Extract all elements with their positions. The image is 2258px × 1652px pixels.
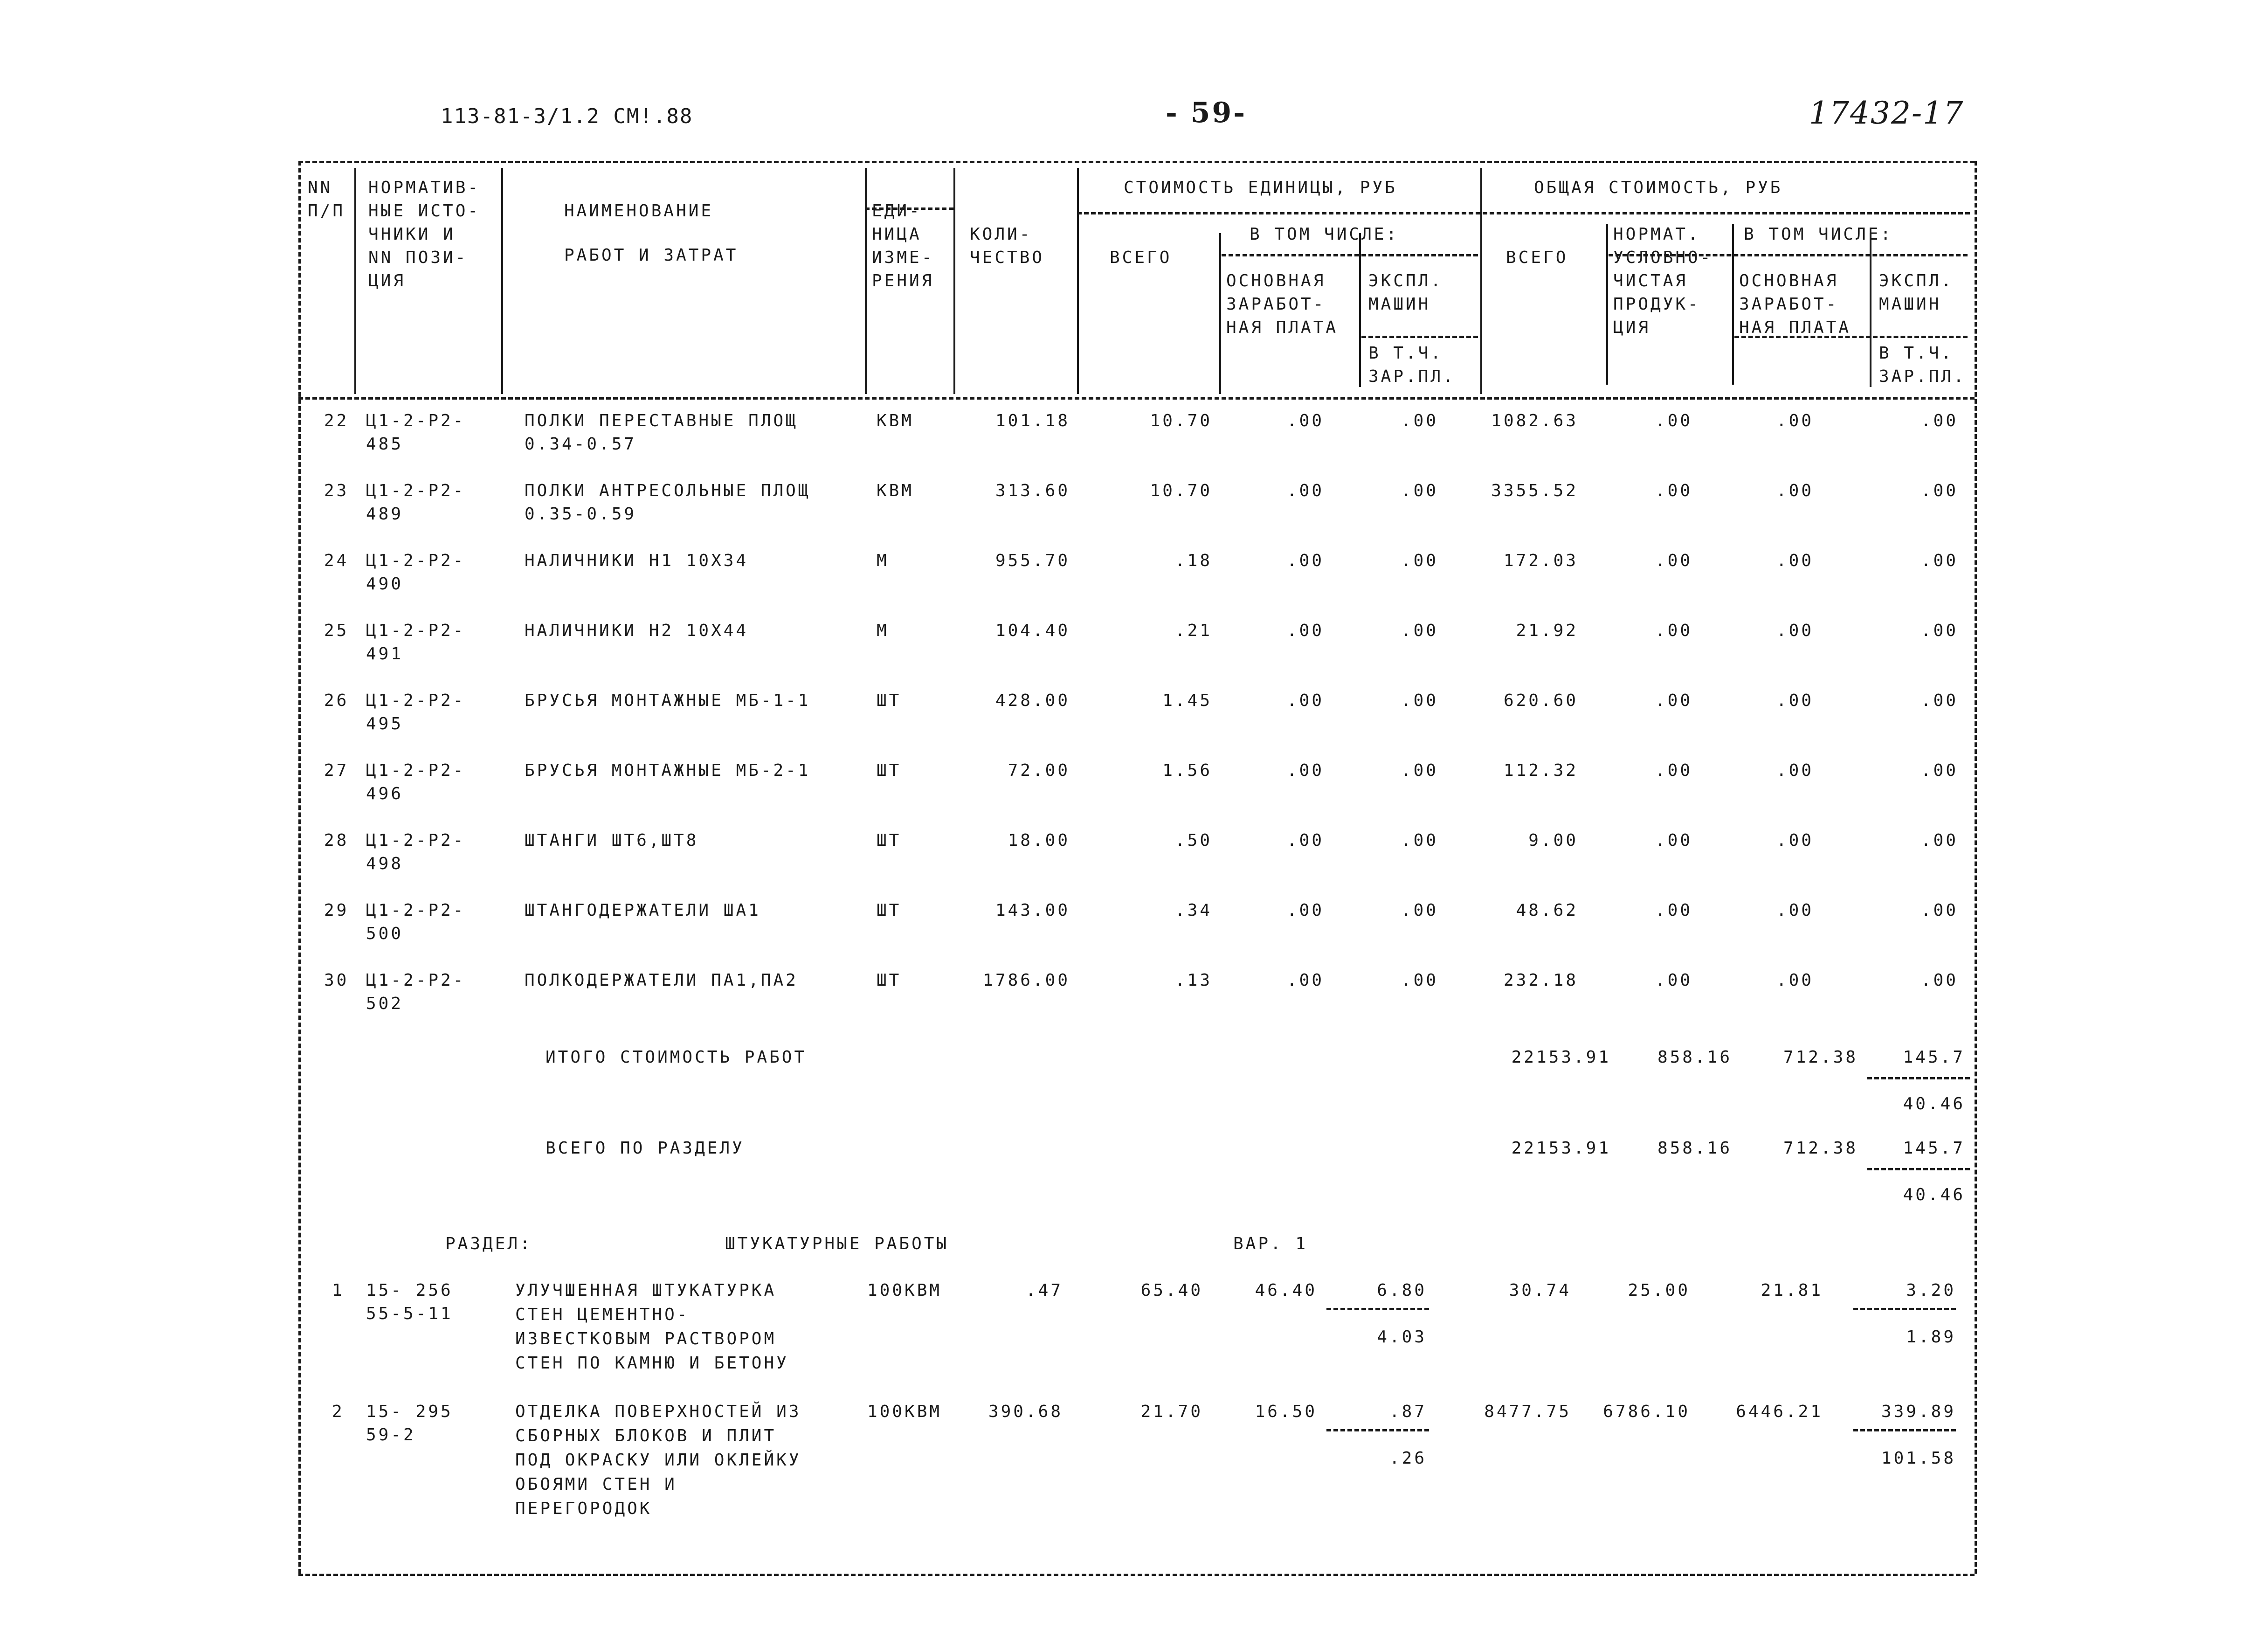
row-unit-total: .21: [1174, 621, 1212, 640]
row-unit-machine: .00: [1401, 481, 1438, 500]
row-total-normative: .00: [1655, 971, 1692, 990]
header-incl-wage: В Т.Ч.: [1368, 344, 1443, 363]
header-col-name: РАБОТ И ЗАТРАТ: [564, 246, 739, 265]
header-machine-operation: ЭКСПЛ.: [1368, 271, 1443, 290]
row-code: 495: [366, 714, 404, 733]
header-col-quantity: ЧЕСТВО: [970, 248, 1045, 267]
row-code: Ц1-2-Р2-: [366, 551, 466, 570]
header-col-unit: НИЦА: [872, 225, 922, 244]
header-normative-net: ПРОДУК-: [1613, 295, 1700, 314]
row-name: ПОЛКИ ПЕРЕСТАВНЫЕ ПЛОЩ: [525, 411, 798, 430]
summary-normative: 858.16: [1657, 1139, 1732, 1158]
summary-normative: 858.16: [1657, 1048, 1732, 1067]
row-number: 25: [324, 621, 349, 640]
row-total-cost: 112.32: [1503, 761, 1578, 780]
row-name: ШТАНГОДЕРЖАТЕЛИ ША1: [525, 901, 761, 920]
header-col-unit: ИЗМЕ-: [872, 248, 934, 267]
row-total-machine: .00: [1920, 621, 1958, 640]
header-bottom-rule: [298, 397, 1975, 400]
row-total-base-wage: .00: [1776, 761, 1814, 780]
row-code: 490: [366, 574, 404, 594]
row-unit-machine: 6.80: [1377, 1281, 1427, 1300]
row-code: Ц1-2-Р2-: [366, 411, 466, 430]
header-column-separator: [1732, 224, 1734, 385]
row-number: 24: [324, 551, 349, 570]
row-total-base-wage: .00: [1776, 411, 1814, 430]
header-total-total: ВСЕГО: [1506, 248, 1568, 267]
row-unit-total: 10.70: [1150, 481, 1212, 500]
row-total-normative: .00: [1655, 831, 1692, 850]
header-column-separator: [865, 168, 867, 394]
header-base-wage: НАЯ ПЛАТА: [1226, 318, 1339, 337]
row-number: 22: [324, 411, 349, 430]
summary-rule: [1867, 1077, 1970, 1079]
row-unit-machine: .00: [1401, 761, 1438, 780]
row-total-cost: 21.92: [1516, 621, 1578, 640]
page-number: - 59-: [1166, 97, 1247, 129]
row-code: 491: [366, 644, 404, 664]
row-unit: ШТ: [877, 971, 902, 990]
row-total-machine: .00: [1920, 971, 1958, 990]
row-unit-base-wage: .00: [1286, 761, 1324, 780]
header-column-separator: [1606, 224, 1608, 385]
row-code: 502: [366, 994, 404, 1013]
row-name: СТЕН ПО КАМНЮ И БЕТОНУ: [515, 1354, 789, 1373]
header-col-quantity: КОЛИ-: [970, 225, 1032, 244]
summary-incl-wage: 40.46: [1903, 1185, 1965, 1204]
header-normative-net: УСЛОВНО-: [1613, 248, 1713, 267]
header-unit-total: ВСЕГО: [1110, 248, 1172, 267]
header-col-number: NN: [308, 178, 333, 197]
row-unit-total: 10.70: [1150, 411, 1212, 430]
header-machine-operation-total: ЭКСПЛ.: [1879, 271, 1954, 290]
header-rule: [1077, 212, 1970, 214]
section-variant: ВАР. 1: [1233, 1234, 1308, 1253]
row-unit-machine: .00: [1401, 621, 1438, 640]
row-total-normative: .00: [1655, 761, 1692, 780]
row-total-cost: 48.62: [1516, 901, 1578, 920]
header-total-cost: ОБЩАЯ СТОИМОСТЬ, РУБ: [1534, 178, 1783, 197]
table-right-border: [1975, 161, 1977, 1574]
row-unit-base-wage: .00: [1286, 971, 1324, 990]
row-unit-base-wage: .00: [1286, 831, 1324, 850]
header-incl-wage-total: В Т.Ч.: [1879, 344, 1954, 363]
row-total-normative: 6786.10: [1603, 1402, 1690, 1421]
row-name: ОТДЕЛКА ПОВЕРХНОСТЕЙ ИЗ: [515, 1402, 801, 1421]
row-unit-total: .34: [1174, 901, 1212, 920]
row-code: 15- 256: [366, 1281, 453, 1300]
row-name: ОБОЯМИ СТЕН И: [515, 1475, 677, 1494]
section-name: ШТУКАТУРНЫЕ РАБОТЫ: [725, 1234, 949, 1253]
row-total-cost: 232.18: [1503, 971, 1578, 990]
row-code: Ц1-2-Р2-: [366, 621, 466, 640]
header-base-wage: ЗАРАБОТ-: [1226, 295, 1326, 314]
row-unit-machine: .87: [1389, 1402, 1427, 1421]
row-code: 59-2: [366, 1425, 416, 1445]
row-name: БРУСЬЯ МОНТАЖНЫЕ МБ-2-1: [525, 761, 811, 780]
document-code: 113-81-3/1.2 СМ!.88: [441, 104, 693, 128]
row-total-machine: .00: [1920, 481, 1958, 500]
summary-incl-wage: 40.46: [1903, 1094, 1965, 1113]
row-total-machine: .00: [1920, 691, 1958, 710]
row-name: НАЛИЧНИКИ Н2 10Х44: [525, 621, 749, 640]
row-number: 1: [332, 1281, 345, 1300]
row-code: Ц1-2-Р2-: [366, 481, 466, 500]
header-column-separator: [1219, 233, 1221, 394]
summary-machine: 145.7: [1903, 1139, 1965, 1158]
row-unit-base-wage: .00: [1286, 481, 1324, 500]
row-number: 26: [324, 691, 349, 710]
header-base-wage-total: НАЯ ПЛАТА: [1739, 318, 1851, 337]
header-column-separator: [1077, 168, 1079, 394]
row-code: 15- 295: [366, 1402, 453, 1421]
row-total-base-wage: .00: [1776, 691, 1814, 710]
row-quantity: 72.00: [1008, 761, 1070, 780]
row-name: 0.34-0.57: [525, 435, 637, 454]
row-unit: ШТ: [877, 831, 902, 850]
table-bottom-border: [298, 1574, 1975, 1576]
header-normative-net: ЧИСТАЯ: [1613, 271, 1688, 290]
row-name: ПЕРЕГОРОДОК: [515, 1499, 652, 1518]
row-total-machine: 3.20: [1906, 1281, 1956, 1300]
header-col-unit: ЕДИ-: [872, 201, 922, 221]
row-quantity: 104.40: [995, 621, 1070, 640]
header-machine-operation-total: МАШИН: [1879, 295, 1941, 314]
row-unit-total: .18: [1174, 551, 1212, 570]
row-total-cost: 9.00: [1528, 831, 1578, 850]
row-number: 2: [332, 1402, 345, 1421]
row-code: 496: [366, 784, 404, 803]
summary-total: 22153.91: [1511, 1139, 1611, 1158]
row-total-cost: 3355.52: [1491, 481, 1578, 500]
row-total-machine: .00: [1920, 831, 1958, 850]
header-col-norm-source: NN ПОЗИ-: [368, 248, 468, 267]
row-unit: ШТ: [877, 691, 902, 710]
row-unit-incl-wage: .26: [1389, 1449, 1427, 1468]
row-name: СТЕН ЦЕМЕНТНО-: [515, 1305, 690, 1324]
row-total-machine: 339.89: [1881, 1402, 1956, 1421]
row-name: УЛУЧШЕННАЯ ШТУКАТУРКА: [515, 1281, 777, 1300]
row-unit-total: 21.70: [1140, 1402, 1203, 1421]
row-unit-machine: .00: [1401, 691, 1438, 710]
row-quantity: 428.00: [995, 691, 1070, 710]
row-quantity: 313.60: [995, 481, 1070, 500]
row-total-base-wage: .00: [1776, 551, 1814, 570]
row-name: ШТАНГИ ШТ6,ШТ8: [525, 831, 699, 850]
row-unit: 100КВМ: [867, 1281, 942, 1300]
row-total-machine: .00: [1920, 901, 1958, 920]
header-normative-net: НОРМАТ.: [1613, 225, 1700, 244]
header-column-separator: [953, 168, 955, 394]
row-total-incl-wage: 101.58: [1881, 1449, 1956, 1468]
row-unit: М: [877, 621, 889, 640]
row-total-base-wage: .00: [1776, 831, 1814, 850]
row-code: 485: [366, 435, 404, 454]
row-name: ПОД ОКРАСКУ ИЛИ ОКЛЕЙКУ: [515, 1451, 801, 1470]
row-unit: ШТ: [877, 761, 902, 780]
row-code: 500: [366, 924, 404, 943]
row-name: 0.35-0.59: [525, 505, 637, 524]
row-unit-machine: .00: [1401, 411, 1438, 430]
row-code: Ц1-2-Р2-: [366, 691, 466, 710]
row-code: 55-5-11: [366, 1304, 453, 1323]
row-total-base-wage: 21.81: [1761, 1281, 1823, 1300]
row-unit-total: 1.56: [1162, 761, 1212, 780]
header-col-norm-source: ЦИЯ: [368, 271, 406, 290]
row-total-normative: .00: [1655, 901, 1692, 920]
row-unit: КВМ: [877, 411, 914, 430]
header-column-separator: [501, 168, 503, 394]
header-col-unit: РЕНИЯ: [872, 271, 934, 290]
row-total-incl-wage: 1.89: [1906, 1327, 1956, 1347]
row-total-machine: .00: [1920, 551, 1958, 570]
row-name: СБОРНЫХ БЛОКОВ И ПЛИТ: [515, 1426, 777, 1445]
row-total-normative: 25.00: [1628, 1281, 1690, 1300]
header-column-separator: [1480, 168, 1482, 394]
header-rule: [1222, 254, 1478, 256]
value-rule: [1326, 1308, 1429, 1310]
row-name: ИЗВЕСТКОВЫМ РАСТВОРОМ: [515, 1329, 777, 1348]
row-number: 29: [324, 901, 349, 920]
row-total-normative: .00: [1655, 481, 1692, 500]
row-quantity: 143.00: [995, 901, 1070, 920]
summary-machine: 145.7: [1903, 1048, 1965, 1067]
row-number: 27: [324, 761, 349, 780]
row-total-base-wage: .00: [1776, 481, 1814, 500]
row-code: Ц1-2-Р2-: [366, 761, 466, 780]
row-total-cost: 8477.75: [1484, 1402, 1571, 1421]
header-incl-wage-total: ЗАР.ПЛ.: [1879, 367, 1966, 386]
handwritten-number: 17432-17: [1809, 95, 1964, 131]
row-quantity: 1786.00: [983, 971, 1070, 990]
row-unit: 100КВМ: [867, 1402, 942, 1421]
row-total-normative: .00: [1655, 621, 1692, 640]
value-rule: [1853, 1308, 1956, 1310]
row-unit: М: [877, 551, 889, 570]
header-col-norm-source: НЫЕ ИСТО-: [368, 201, 481, 221]
row-unit-base-wage: .00: [1286, 901, 1324, 920]
row-total-base-wage: .00: [1776, 971, 1814, 990]
row-unit-base-wage: .00: [1286, 691, 1324, 710]
row-unit-machine: .00: [1401, 831, 1438, 850]
row-number: 23: [324, 481, 349, 500]
row-quantity: 101.18: [995, 411, 1070, 430]
summary-base-wage: 712.38: [1783, 1139, 1858, 1158]
row-unit-machine: .00: [1401, 551, 1438, 570]
row-name: ПОЛКИ АНТРЕСОЛЬНЫЕ ПЛОЩ: [525, 481, 811, 500]
row-unit-total: .50: [1174, 831, 1212, 850]
row-quantity: 18.00: [1008, 831, 1070, 850]
table-left-border: [298, 161, 301, 1574]
header-incl-wage: ЗАР.ПЛ.: [1368, 367, 1456, 386]
row-total-normative: .00: [1655, 691, 1692, 710]
row-unit-total: 1.45: [1162, 691, 1212, 710]
header-col-norm-source: ЧНИКИ И: [368, 225, 456, 244]
row-name: НАЛИЧНИКИ Н1 10Х34: [525, 551, 749, 570]
summary-total: 22153.91: [1511, 1048, 1611, 1067]
header-col-norm-source: НОРМАТИВ-: [368, 178, 481, 197]
summary-rule: [1867, 1168, 1970, 1170]
row-total-normative: .00: [1655, 551, 1692, 570]
row-total-machine: .00: [1920, 411, 1958, 430]
row-code: Ц1-2-Р2-: [366, 831, 466, 850]
row-unit: ШТ: [877, 901, 902, 920]
row-unit-total: .13: [1174, 971, 1212, 990]
summary-base-wage: 712.38: [1783, 1048, 1858, 1067]
row-total-cost: 172.03: [1503, 551, 1578, 570]
row-total-cost: 1082.63: [1491, 411, 1578, 430]
row-unit-machine: .00: [1401, 971, 1438, 990]
row-name: ПОЛКОДЕРЖАТЕЛИ ПА1,ПА2: [525, 971, 798, 990]
row-total-base-wage: .00: [1776, 901, 1814, 920]
row-total-cost: 30.74: [1509, 1281, 1571, 1300]
value-rule: [1853, 1429, 1956, 1431]
row-unit-base-wage: 46.40: [1255, 1281, 1317, 1300]
row-unit-machine: .00: [1401, 901, 1438, 920]
row-unit-base-wage: 16.50: [1255, 1402, 1317, 1421]
header-col-number: П/П: [308, 201, 345, 221]
row-number: 30: [324, 971, 349, 990]
header-column-separator: [354, 168, 356, 394]
row-quantity: 955.70: [995, 551, 1070, 570]
row-unit-incl-wage: 4.03: [1377, 1327, 1427, 1347]
row-code: Ц1-2-Р2-: [366, 971, 466, 990]
header-base-wage: ОСНОВНАЯ: [1226, 271, 1326, 290]
header-normative-net: ЦИЯ: [1613, 318, 1651, 337]
summary-label: ИТОГО СТОИМОСТЬ РАБОТ: [546, 1048, 807, 1067]
row-unit-base-wage: .00: [1286, 411, 1324, 430]
header-in-which: В ТОМ ЧИСЛЕ:: [1250, 225, 1399, 244]
table-top-border: [298, 161, 1975, 163]
row-code: Ц1-2-Р2-: [366, 901, 466, 920]
row-name: БРУСЬЯ МОНТАЖНЫЕ МБ-1-1: [525, 691, 811, 710]
row-total-base-wage: .00: [1776, 621, 1814, 640]
row-total-normative: .00: [1655, 411, 1692, 430]
header-base-wage-total: ОСНОВНАЯ: [1739, 271, 1839, 290]
section-label: РАЗДЕЛ:: [445, 1234, 532, 1253]
row-quantity: 390.68: [988, 1402, 1063, 1421]
row-total-cost: 620.60: [1503, 691, 1578, 710]
row-total-machine: .00: [1920, 761, 1958, 780]
row-total-base-wage: 6446.21: [1736, 1402, 1823, 1421]
row-unit: КВМ: [877, 481, 914, 500]
row-unit-total: 65.40: [1140, 1281, 1203, 1300]
row-unit-base-wage: .00: [1286, 551, 1324, 570]
header-machine-operation: МАШИН: [1368, 295, 1431, 314]
header-base-wage-total: ЗАРАБОТ-: [1739, 295, 1839, 314]
row-unit-base-wage: .00: [1286, 621, 1324, 640]
row-code: 489: [366, 505, 404, 524]
row-quantity: .47: [1025, 1281, 1063, 1300]
header-unit-cost: СТОИМОСТЬ ЕДИНИЦЫ, РУБ: [1124, 178, 1397, 197]
value-rule: [1326, 1429, 1429, 1431]
header-col-name: НАИМЕНОВАНИЕ: [564, 201, 714, 221]
header-rule: [1361, 336, 1478, 338]
header-in-which-total: В ТОМ ЧИСЛЕ:: [1744, 225, 1893, 244]
row-number: 28: [324, 831, 349, 850]
summary-label: ВСЕГО ПО РАЗДЕЛУ: [546, 1139, 745, 1158]
row-code: 498: [366, 854, 404, 873]
